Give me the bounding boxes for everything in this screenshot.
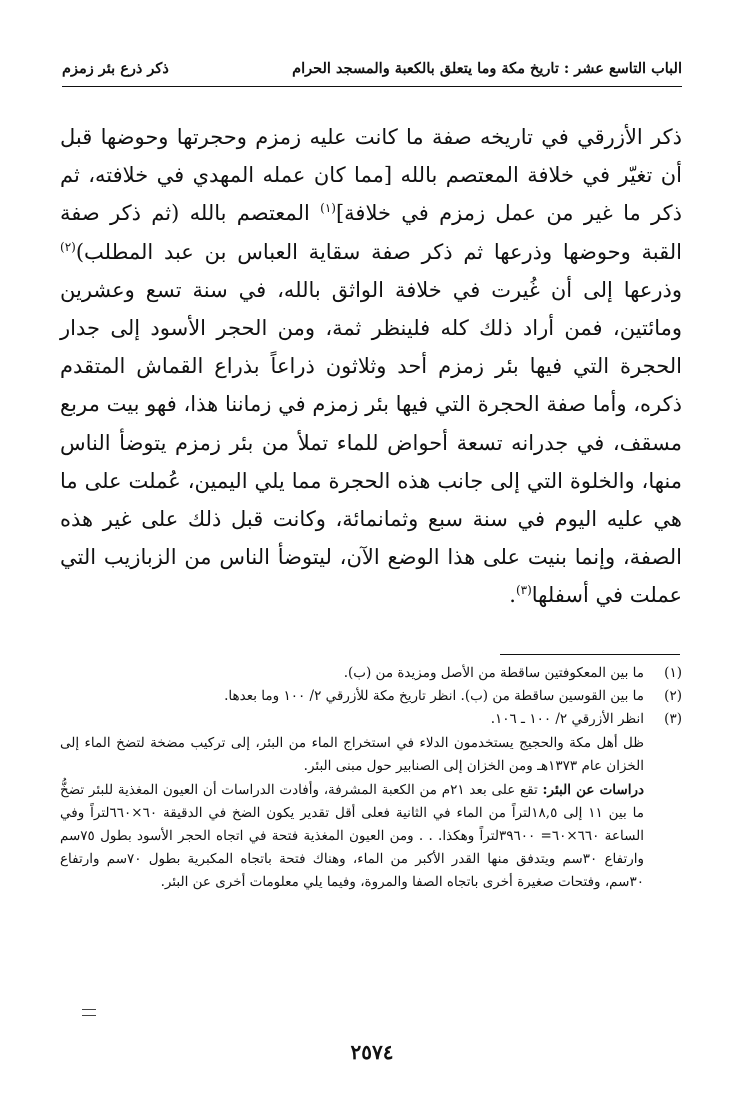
margin-mark xyxy=(82,1009,96,1016)
running-header xyxy=(62,50,682,87)
footnote-2 xyxy=(60,685,682,708)
main-text-part-3: وذرعها إلى أن غُيرت في خلافة الواثق بالله، في سنة تسع وعشرين ومائتين، فمن أراد ذلك كله فلينظر ثمة، ومن الحجر الأسود إلى جدار الحجرة التي فيها بئر زمزم أحد وثلاثون ذراعاً بذراع القماش المتقدم ذكره، وأما صفة الحجرة التي فيها بئر زمزم في زماننا هذا، فهو بيت مربع مسقف، في جدرانه تسعة أحواض للماء تملأ من بئر زمزم يتوضأ الناس منها، والخلوة التي إلى جانب هذه الحجرة مما يلي اليمين، عُملت على ما هي عليه اليوم في سنة سبع وثمانمائة، وكانت قبل ذلك على غير هذه الصفة، وإنما بنيت على هذا الوضع الآن، ليتوضأ الناس من الزبازيب التي عملت في أسفلها xyxy=(60,277,682,608)
footnote-ref-3[interactable]: (٣) xyxy=(515,583,532,598)
footnote-3-body: تقع على بعد ٢١م من الكعبة المشرفة، وأفادت الدراسات أن العيون المغذية للبئر تضخُّ ما بين ١١ إلى ١٨,٥لتراً من الماء في الثانية فعلى أقل تقدير يكون الضخ في الدقيقة ٦٠×٦٦٠لتراً وفي الساعة ٦٦٠×٦٠= ٣٩٦٠٠لتراً وهكذا. . . ومن العيون المغذية فتحة في اتجاه الحجر الأسود بطول ٧٥سم وارتفاع ٣٠سم ويتدفق منها القدر الأكبر من الماء، وهناك فتحة باتجاه المكبرية بطول ٧٠سم وارتفاع ٣٠سم، وفتحات صغيرة أخرى باتجاه الصفا والمروة، وفيما يلي معلومات أخرى عن البئر. xyxy=(60,782,645,890)
footnote-number: (١) xyxy=(664,665,682,681)
chapter-title: الباب التاسع عشر : تاريخ مكة وما يتعلق بالكعبة والمسجد الحرام xyxy=(292,59,682,77)
main-text-part-2: المعتصم بالله (ثم ذكر صفة القبة وحوضها وذرعها ثم ذكر صفة سقاية العباس بن عبد المطلب) xyxy=(60,201,682,264)
main-text-part-4: . xyxy=(509,583,516,608)
section-title: ذكر ذرع بئر زمزم xyxy=(62,59,169,77)
main-text xyxy=(60,118,682,615)
footnote-text: ما بين القوسين ساقطة من (ب). انظر تاريخ مكة للأزرقي ٢/ ١٠٠ وما بعدها. xyxy=(224,688,644,704)
footnote-ref-2[interactable]: (٢) xyxy=(60,239,76,254)
footnote-3-lead: دراسات عن البئر: xyxy=(542,782,644,798)
page-number: ٢٥٧٤ xyxy=(350,1040,394,1064)
footnote-1 xyxy=(60,662,682,685)
footnote-divider xyxy=(500,654,680,655)
footnote-number: (٣) xyxy=(664,711,682,727)
footnote-text: ما بين المعكوفتين ساقطة من الأصل ومزيدة من (ب). xyxy=(343,665,644,681)
main-text-part-1: ذكر الأزرقي في تاريخه صفة ما كانت عليه زمزم وحجرتها وحوضها قبل أن تغيّر في خلافة المعتصم بالله [مما كان عمله المهدي في خلافته، ثم ذكر ما غير من عمل زمزم في خلافة] xyxy=(60,125,682,226)
footnote-text: انظر الأزرقي ٢/ ١٠٠ ـ ١٠٦. xyxy=(490,711,644,727)
footnotes xyxy=(60,662,682,894)
footnote-3-paragraph-2 xyxy=(60,779,682,894)
footnote-number: (٢) xyxy=(664,688,682,704)
footnote-3-paragraph-1: ظل أهل مكة والحجيج يستخدمون الدلاء في استخراج الماء من البئر، إلى تركيب مضخة لتضخ الماء إلى الخزان عام ١٣٧٣هـ ومن الخزان إلى الصنابير حول مبنى البئر. xyxy=(60,735,644,774)
footnote-ref-1[interactable]: (١) xyxy=(320,201,336,216)
footnote-3 xyxy=(60,708,682,731)
